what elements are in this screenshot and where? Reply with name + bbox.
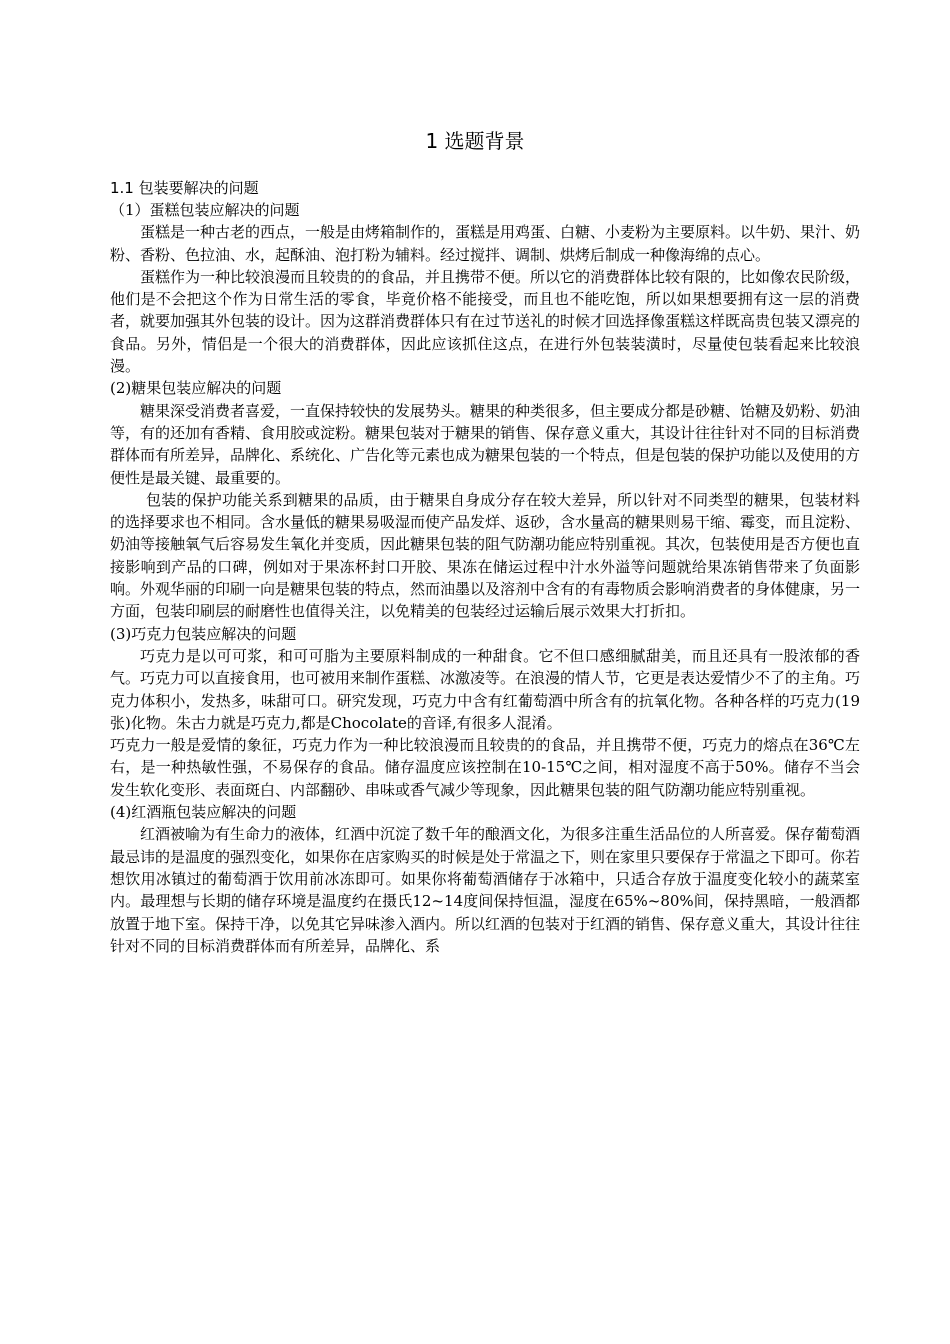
subsection-heading: (4)红酒瓶包装应解决的问题: [110, 803, 297, 822]
paragraph: 糖果深受消费者喜爱，一直保持较快的发展势头。糖果的种类很多，但主要成分都是砂糖、饴糖及奶粉、奶油等，有的还加有香精、食用胶或淀粉。糖果包装对于糖果的销售、保存意义重大，其设计往往针对不同的目标消费群体而有所差异，品牌化、系统化、广告化等元素也成为糖果包装的一个特点，但是包装的保护功能以及使用的方便性是最关键、最重要的。: [110, 401, 861, 487]
subsection-heading: (3)巧克力包装应解决的问题: [110, 624, 297, 643]
paragraph: 蛋糕是一种古老的西点，一般是由烤箱制作的，蛋糕是用鸡蛋、白糖、小麦粉为主要原料。以牛奶、果汁、奶粉、香粉、色拉油、水，起酥油、泡打粉为辅料。经过搅拌、调制、烘烤后制成一种像海绵的点心。: [110, 223, 861, 264]
content-blocks: [110, 199, 860, 957]
subsection-heading: （1）蛋糕包装应解决的问题: [110, 201, 300, 219]
document-body: [110, 177, 860, 957]
section-heading: 1.1 包装要解决的问题: [110, 179, 259, 197]
subsection-heading: (2)糖果包装应解决的问题: [110, 379, 282, 398]
paragraph: 巧克力一般是爱情的象征，巧克力作为一种比较浪漫而且较贵的的食品，并且携带不便，巧克力的熔点在36℃左右，是一种热敏性强，不易保存的食品。储存温度应该控制在10-15℃之间，相对湿度不高于50%。储存不当会发生软化变形、表面斑白、内部翻砂、串味或香气减少等现象，因此糖果包装的阻气防潮功能应特别重视。: [110, 736, 860, 799]
paragraph: 红酒被喻为有生命力的液体，红酒中沉淀了数千年的酿酒文化，为很多注重生活品位的人所喜爱。保存葡萄酒最忌讳的是温度的强烈变化，如果你在店家购买的时候是处于常温之下，则在家里只要保存于常温之下即可。你若想饮用冰镇过的葡萄酒于饮用前冰冻即可。如果你将葡萄酒储存于冰箱中，只适合存放于温度变化较小的蔬菜室内。最理想与长期的储存环境是温度约在摄氏12~14度间保持恒温，湿度在65%~80%间，保持黑暗，一般酒都放置于地下室。保持干净，以免其它异味渗入酒内。所以红酒的包装对于红酒的销售、保存意义重大，其设计往往针对不同的目标消费群体而有所差异，品牌化、系: [110, 825, 861, 955]
page-title: 1 选题背景: [425, 129, 525, 153]
paragraph: 包装的保护功能关系到糖果的品质，由于糖果自身成分存在较大差异，所以针对不同类型的糖果，包装材料的选择要求也不相同。含水量低的糖果易吸湿而使产品发烊、返砂，含水量高的糖果则易干缩、霉变，而且淀粉、奶油等接触氧气后容易发生氧化并变质，因此糖果包装的阻气防潮功能应特别重视。其次，包装使用是否方便也直接影响到产品的口碑，例如对于果冻杯封口开胶、果冻在储运过程中汁水外溢等问题就给果冻销售带来了负面影响。外观华丽的印刷一向是糖果包装的特点，然而油墨以及溶剂中含有的有毒物质会影响消费者的身体健康，另一方面，包装印刷层的耐磨性也值得关注，以免精美的包装经过运输后展示效果大打折扣。: [110, 490, 861, 621]
paragraph: 蛋糕作为一种比较浪漫而且较贵的的食品，并且携带不便。所以它的消费群体比较有限的，比如像农民阶级，他们是不会把这个作为日常生活的零食，毕竟价格不能接受，而且也不能吃饱，所以如果想要拥有这一层的消费者，就要加强其外包装的设计。因为这群消费群体只有在过节送礼的时候才回选择像蛋糕这样既高贵包装又漂亮的食品。另外，情侣是一个很大的消费群体，因此应该抓住这点，在进行外包装装潢时，尽量使包装看起来比较浪漫。: [110, 267, 861, 376]
paragraph: 巧克力是以可可浆，和可可脂为主要原料制成的一种甜食。它不但口感细腻甜美，而且还具有一股浓郁的香气。巧克力可以直接食用，也可被用来制作蛋糕、冰激凌等。在浪漫的情人节，它更是表达爱情少不了的主角。巧克力体积小，发热多，味甜可口。研究发现，巧克力中含有红葡萄酒中所含有的抗氧化物。各种各样的巧克力(19张)化物。朱古力就是巧克力,都是Chocolate的音译,有很多人混淆。: [110, 646, 861, 732]
